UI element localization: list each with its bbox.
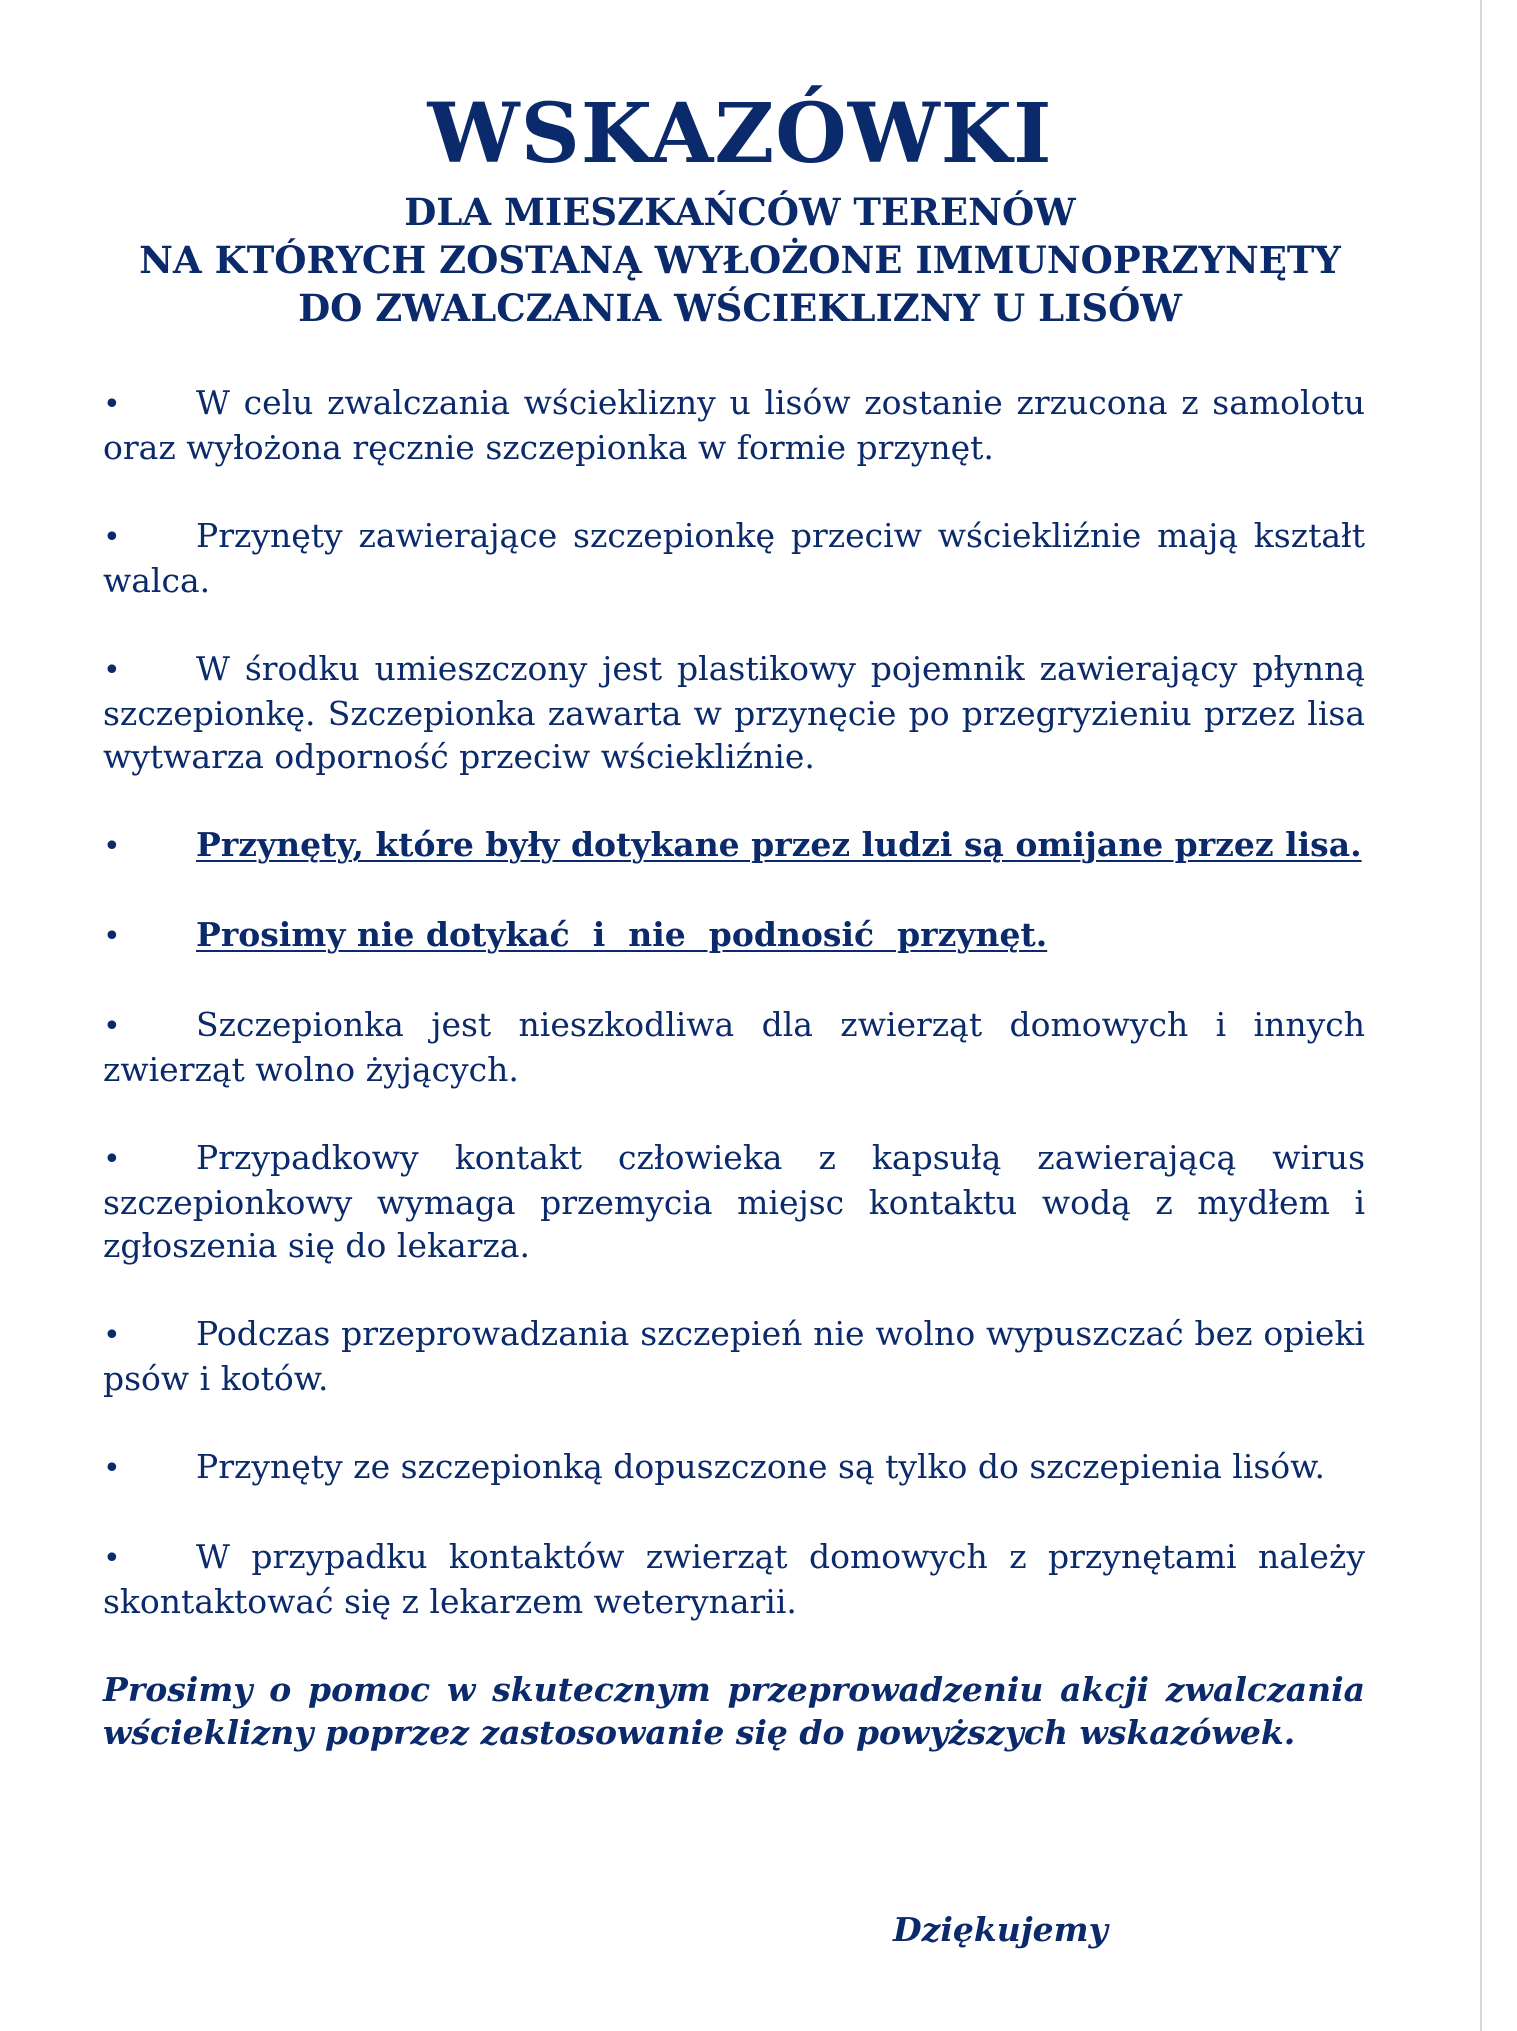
list-item-text: Podczas przeprowadzania szczepień nie wolno wypuszczać bez opieki psów i kotów. xyxy=(103,1314,1365,1398)
list-item xyxy=(103,1003,1365,1091)
bullet-icon: • xyxy=(103,520,121,555)
list-item-emphasis xyxy=(103,913,1365,958)
list-item xyxy=(103,381,1365,469)
bullet-icon: • xyxy=(103,829,121,864)
subtitle-line: DLA MIESZKAŃCÓW TERENÓW xyxy=(404,190,1076,234)
list-item-text: W przypadku kontaktów zwierząt domowych z przynętami należy skontaktować się z lekarzem weterynarii. xyxy=(103,1537,1365,1621)
bullet-icon: • xyxy=(103,1451,121,1486)
subtitle-line: NA KTÓRYCH ZOSTANĄ WYŁOŻONE IMMUNOPRZYNĘTY xyxy=(139,238,1341,282)
document-subtitle xyxy=(0,188,1480,332)
bullet-icon: • xyxy=(103,1142,121,1177)
list-item xyxy=(103,1535,1365,1623)
list-item xyxy=(103,514,1365,602)
list-item-text: W celu zwalczania wścieklizny u lisów zostanie zrzucona z samolotu oraz wyłożona ręcznie szczepionka w formie przynęt. xyxy=(103,383,1365,467)
bullet-icon: • xyxy=(103,1009,121,1044)
list-item xyxy=(103,647,1365,778)
list-item xyxy=(103,1445,1365,1490)
list-item xyxy=(103,1136,1365,1267)
list-item-text: W środku umieszczony jest plastikowy pojemnik zawierający płynną szczepionkę. Szczepionka zawarta w przynęcie po przegryzieniu przez lisa wytwarza odporność przeciw wściekliźnie. xyxy=(103,649,1365,776)
list-item-text: Przypadkowy kontakt człowieka z kapsułą zawierającą wirus szczepionkowy wymaga przemycia miejsc kontaktu wodą z mydłem i zgłoszenia się do lekarza. xyxy=(103,1138,1365,1265)
closing-paragraph: Prosimy o pomoc w skutecznym przeprowadzeniu akcji zwalczania wścieklizny poprzez zastosowanie się do powyższych wskazówek. xyxy=(103,1670,1365,1752)
thanks-signoff: Dziękujemy xyxy=(893,1910,1108,1949)
list-item-text: Przynęty, które były dotykane przez ludzi są omijane przez lisa. xyxy=(196,825,1362,864)
document-title: WSKAZÓWKI xyxy=(427,86,1053,182)
subtitle-line: DO ZWALCZANIA WŚCIEKLIZNY U LISÓW xyxy=(298,286,1182,330)
bullet-icon: • xyxy=(103,387,121,422)
list-item-text: Prosimy nie dotykać i nie podnosić przynęt. xyxy=(196,915,1048,954)
instructions-list xyxy=(103,381,1365,1754)
bullet-icon: • xyxy=(103,1318,121,1353)
list-item-text: Przynęty zawierające szczepionkę przeciw wściekliźnie mają kształt walca. xyxy=(103,516,1365,600)
bullet-icon: • xyxy=(103,653,121,688)
list-item-text: Przynęty ze szczepionką dopuszczone są tylko do szczepienia lisów. xyxy=(196,1447,1325,1486)
page-edge xyxy=(1480,0,1517,2031)
list-item xyxy=(103,1312,1365,1400)
bullet-icon: • xyxy=(103,1541,121,1576)
bullet-icon: • xyxy=(103,919,121,954)
list-item-emphasis xyxy=(103,823,1365,868)
list-item-text: Szczepionka jest nieszkodliwa dla zwierząt domowych i innych zwierząt wolno żyjących. xyxy=(103,1005,1365,1089)
